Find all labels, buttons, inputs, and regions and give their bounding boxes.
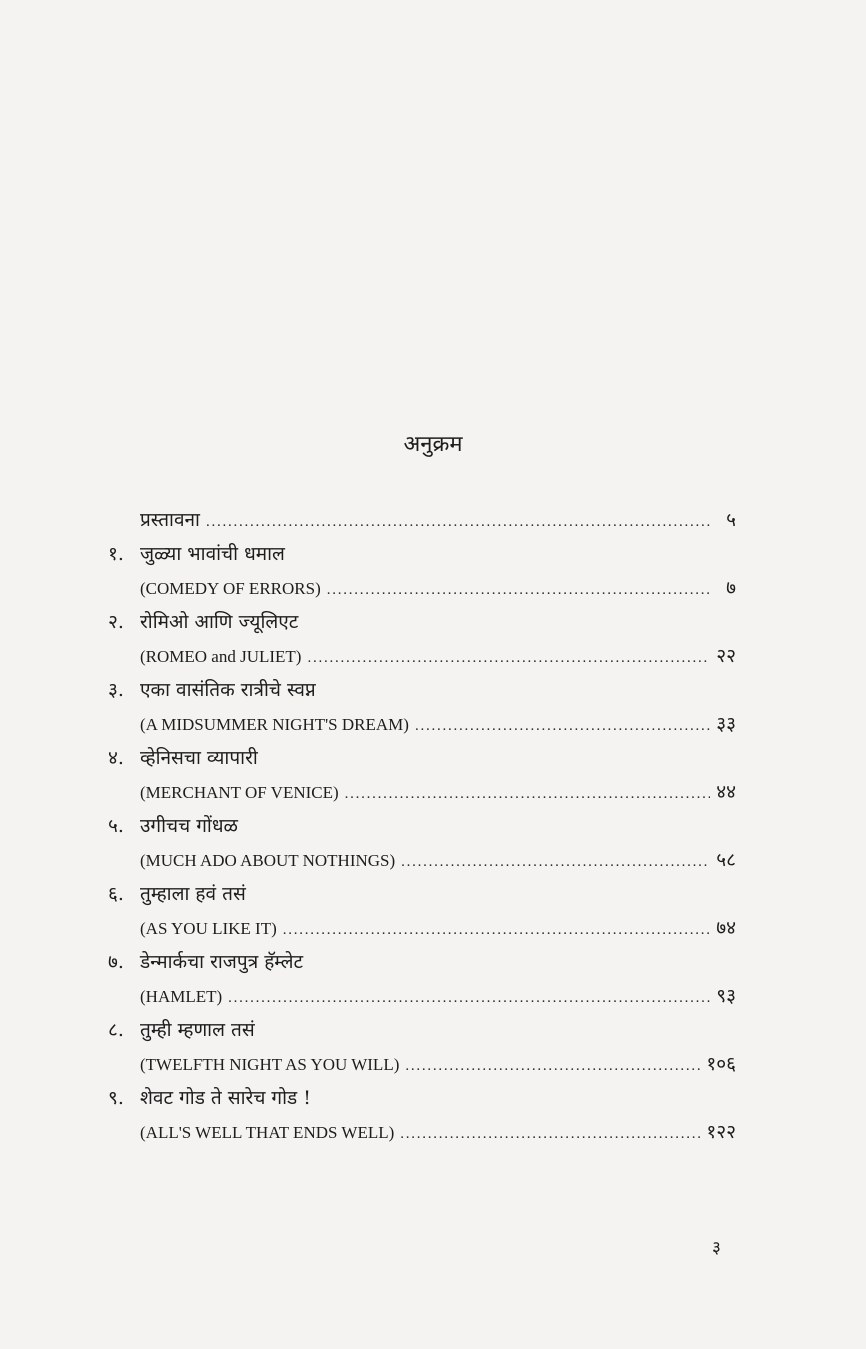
toc-entry-number: २.: [108, 611, 124, 633]
toc-entry-title-row: [108, 741, 736, 775]
dot-leader: [283, 913, 710, 947]
toc-entry-title-row: [108, 605, 736, 639]
toc-entry-title: तुम्हाला हवं तसं: [140, 883, 246, 905]
toc-entry-title: व्हेनिसचा व्यापारी: [140, 747, 258, 769]
dot-leader: [345, 777, 710, 811]
toc-page-number: ४४: [716, 781, 736, 803]
toc-page-number: ५: [726, 509, 736, 531]
toc-entry-subtitle-row: [108, 1047, 736, 1081]
toc-entry-title-row: [108, 809, 736, 843]
toc-preface-label: प्रस्तावना: [140, 509, 200, 531]
toc-entry-title: तुम्ही म्हणाल तसं: [140, 1019, 255, 1041]
toc-page-number: १२२: [706, 1121, 736, 1143]
dot-leader: [401, 845, 710, 879]
toc-entry-number: ८.: [108, 1019, 124, 1041]
toc-entry-number: ७.: [108, 951, 124, 973]
dot-leader: [400, 1117, 700, 1151]
toc-entry-subtitle-row: [108, 707, 736, 741]
toc-entry-title-row: [108, 1013, 736, 1047]
dot-leader: [405, 1049, 700, 1083]
toc-entry-subtitle-row: [108, 1115, 736, 1149]
table-of-contents: [108, 503, 736, 1149]
toc-page-number: ५८: [716, 849, 736, 871]
toc-entry-title-row: [108, 673, 736, 707]
toc-entry-subtitle-row: [108, 571, 736, 605]
toc-entry-title: रोमिओ आणि ज्यूलिएट: [140, 611, 299, 633]
toc-page-number: ७४: [716, 917, 736, 939]
dot-leader: [415, 709, 710, 743]
toc-entry-subtitle-row: [108, 639, 736, 673]
dot-leader: [327, 573, 710, 607]
toc-entry-title: एका वासंतिक रात्रीचे स्वप्न: [140, 679, 316, 701]
toc-entry-subtitle: (AS YOU LIKE IT): [140, 919, 277, 938]
page-title: अनुक्रम: [403, 432, 463, 457]
toc-entry-subtitle: (A MIDSUMMER NIGHT'S DREAM): [140, 715, 409, 734]
toc-page-number: ९३: [716, 985, 736, 1007]
toc-entry-subtitle: (COMEDY OF ERRORS): [140, 579, 321, 598]
toc-entry-title: उगीचच गोंधळ: [140, 815, 238, 837]
dot-leader: [307, 641, 710, 675]
toc-entry-subtitle: (HAMLET): [140, 987, 223, 1006]
page-folio: ३: [712, 1238, 721, 1258]
toc-preface-row: [108, 503, 736, 537]
toc-entry-subtitle: (TWELFTH NIGHT AS YOU WILL): [140, 1055, 400, 1074]
toc-page-number: १०६: [706, 1053, 736, 1075]
toc-entry-subtitle-row: [108, 843, 736, 877]
toc-entry-number: ४.: [108, 747, 124, 769]
toc-page-number: ३३: [716, 713, 736, 735]
toc-entry-subtitle-row: [108, 775, 736, 809]
toc-entry-subtitle-row: [108, 979, 736, 1013]
toc-entry-title: जुळ्या भावांची धमाल: [140, 543, 285, 565]
toc-entry-number: ५.: [108, 815, 124, 837]
toc-entry-subtitle: (MUCH ADO ABOUT NOTHINGS): [140, 851, 396, 870]
toc-entry-number: ३.: [108, 679, 124, 701]
toc-entry-title-row: [108, 877, 736, 911]
toc-entry-number: ९.: [108, 1087, 124, 1109]
dot-leader: [228, 981, 710, 1015]
toc-entry-number: ६.: [108, 883, 124, 905]
toc-entry-subtitle: (ROMEO and JULIET): [140, 647, 302, 666]
toc-entry-subtitle-row: [108, 911, 736, 945]
toc-entry-number: १.: [108, 543, 124, 565]
toc-entry-subtitle: (MERCHANT OF VENICE): [140, 783, 339, 802]
toc-entry-subtitle: (ALL'S WELL THAT ENDS WELL): [140, 1123, 395, 1142]
toc-entry-title: शेवट गोड ते सारेच गोड !: [140, 1087, 311, 1109]
toc-entry-title: डेन्मार्कचा राजपुत्र हॅम्लेट: [140, 951, 304, 973]
toc-entry-title-row: [108, 1081, 736, 1115]
toc-page-number: २२: [716, 645, 736, 667]
toc-entry-title-row: [108, 537, 736, 571]
dot-leader: [206, 505, 710, 539]
toc-page-number: ७: [726, 577, 736, 599]
toc-entry-title-row: [108, 945, 736, 979]
